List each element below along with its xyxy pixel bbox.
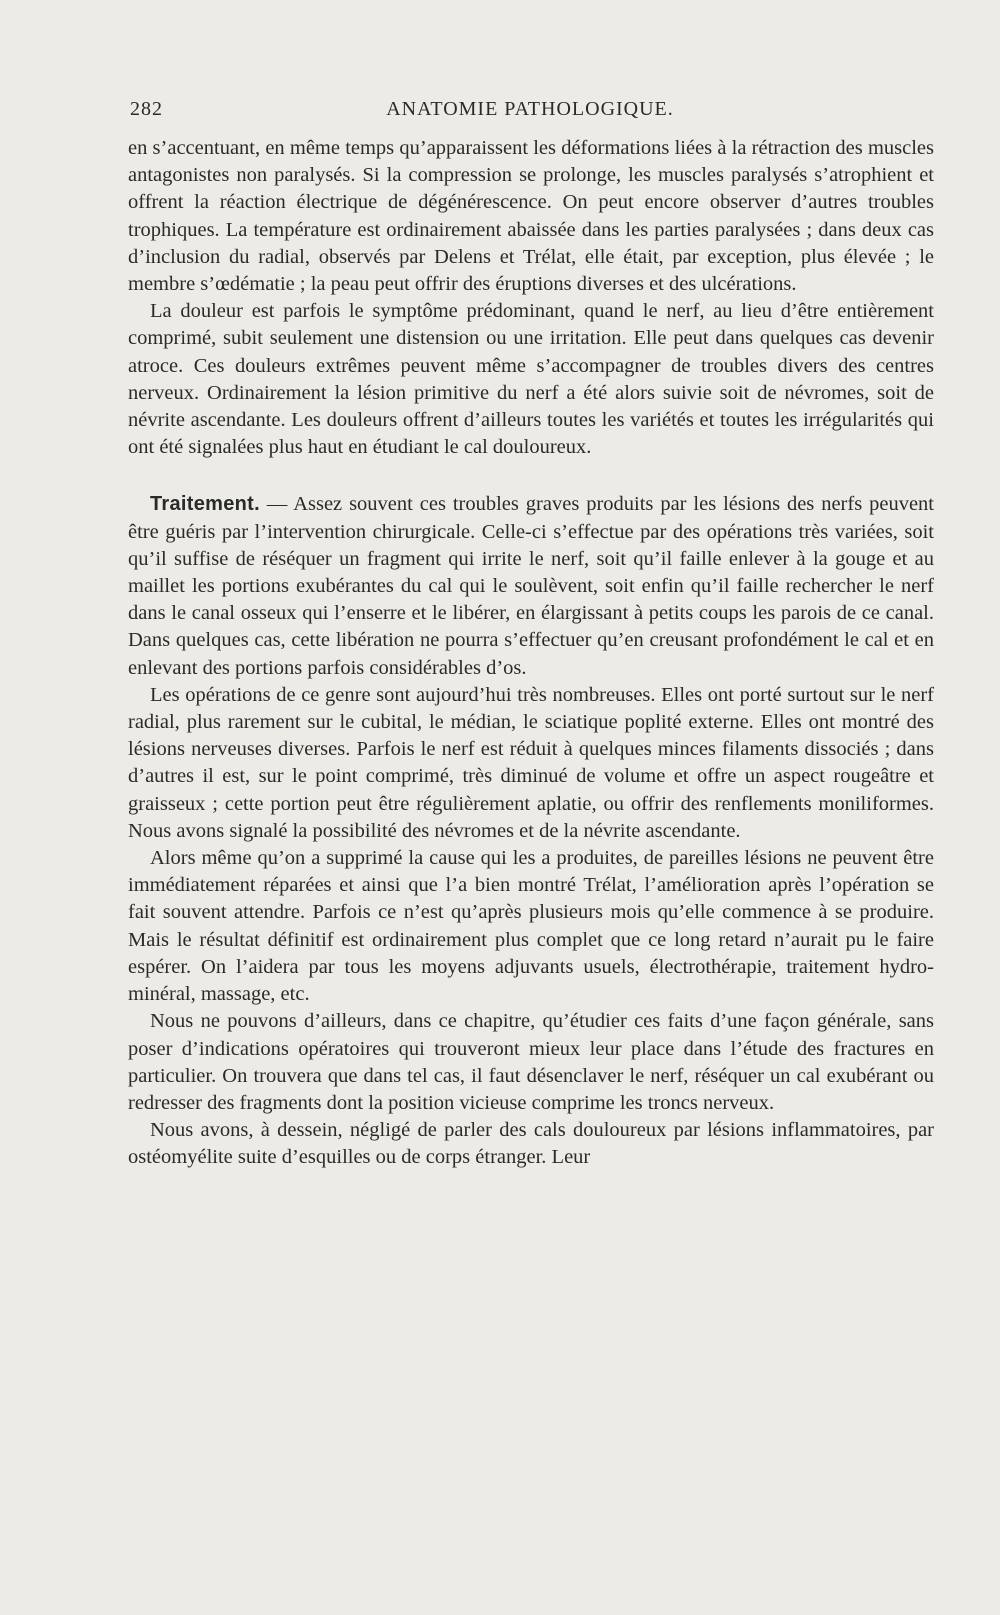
paragraph: Alors même qu’on a supprimé la cause qui les a produites, de pareilles lésions ne peuvent être immédiatement réparées et ainsi que l’a bien montré Trélat, l’amélioration après l’opération se fait souvent attendre. Parfois ce n’est qu’après plusieurs mois qu’elle commence à se produire. Mais le résultat définitif est ordinairement plus complet que ce long retard n’aurait pu le faire espérer. On l’aidera par tous les moyens adjuvants usuels, électrothérapie, traitement hydro-minéral, massage, etc. <box>128 847 934 1006</box>
paragraph: en s’accentuant, en même temps qu’apparaissent les déformations liées à la rétraction des muscles antagonistes non paralysés. Si la compression se prolonge, les muscles paralysés s’atrophient et offrent la réaction électrique de dégénérescence. On peut encore observer d’autres troubles trophiques. La température est ordinairement abaissée dans les parties paralysées ; dans deux cas d’inclusion du radial, observés par Delens et Trélat, elle était, par exception, plus élevée ; le membre s’œdématie ; la peau peut offrir des éruptions diverses et des ulcérations. <box>128 137 934 296</box>
paragraph: Les opérations de ce genre sont aujourd’hui très nombreuses. Elles ont porté surtout sur le nerf radial, plus rarement sur le cubital, le médian, le sciatique poplité externe. Elles ont montré des lésions nerveuses diverses. Parfois le nerf est réduit à quelques minces filaments dissociés ; dans d’autres il est, sur le point comprimé, très diminué de volume et offre un aspect rougeâtre et graisseux ; cette portion peut être régulièrement aplatie, ou offrir des renflements moniliformes. Nous avons signalé la possibilité des névromes et de la névrite ascendante. <box>128 683 934 842</box>
section-lead-text: — Assez souvent ces troubles graves produits par les lésions des nerfs peuvent être guéris par l’intervention chirurgicale. Celle-ci s’effectue par des opérations très variées, soit qu’il suffise de réséquer un fragment qui irrite le nerf, soit qu’il faille enlever à la gouge et au maillet les portions exubérantes du cal qui le soulèvent, soit enfin qu’il faille rechercher le nerf dans le canal osseux qui l’enserre et le libérer, en élargissant à petits coups les parois de ce canal. Dans quelques cas, cette libération ne pourra s’effectuer qu’en creusant profondément le cal et en enlevant des portions parfois considérables d’os. <box>128 493 934 679</box>
page-number: 282 <box>130 98 163 120</box>
running-title: ANATOMIE PATHOLOGIQUE. <box>386 98 674 120</box>
body-text <box>128 135 934 1172</box>
paragraph: La douleur est parfois le symptôme prédominant, quand le nerf, au lieu d’être entièrement comprimé, subit seulement une distension ou une irritation. Elle peut dans quelques cas devenir atroce. Ces douleurs extrêmes peuvent même s’accompagner de troubles divers des centres nerveux. Ordinairement la lésion primitive du nerf a été alors suivie soit de névromes, soit de névrite ascendante. Les douleurs offrent d’ailleurs toutes les variétés et toutes les irrégularités qui ont été signalées plus haut en étudiant le cal douloureux. <box>128 300 934 459</box>
paragraph: Nous ne pouvons d’ailleurs, dans ce chapitre, qu’étudier ces faits d’une façon générale, sans poser d’indications opératoires qui trouveront mieux leur place dans l’étude des fractures en particulier. On trouvera que dans tel cas, il faut désenclaver le nerf, réséquer un cal exubérant ou redresser des fragments dont la position vicieuse comprime les troncs nerveux. <box>128 1010 934 1114</box>
section-paragraph <box>128 491 934 681</box>
page-header <box>130 98 930 122</box>
section-title: Traitement. <box>150 493 260 516</box>
paragraph: Nous avons, à dessein, négligé de parler des cals douloureux par lésions inflammatoires, par ostéomyélite suite d’esquilles ou de corps étranger. Leur <box>128 1119 934 1169</box>
